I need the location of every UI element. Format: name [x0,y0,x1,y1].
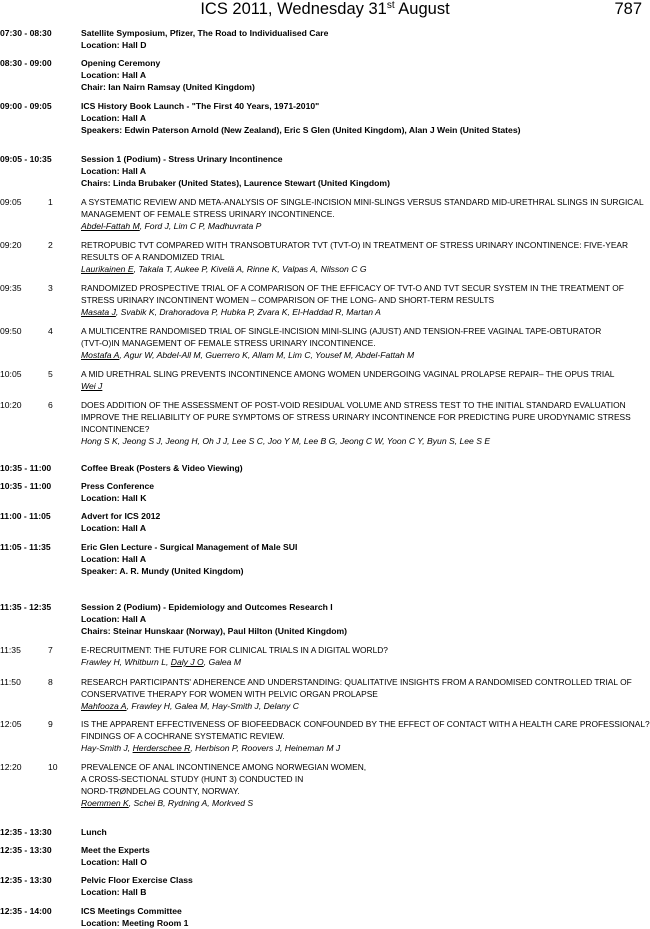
session-info-line: Location: Hall A [81,523,147,533]
abstract-title-line: RESULTS OF A RANDOMIZED TRIAL [81,252,225,262]
abstract-title-line: A SYSTEMATIC REVIEW AND META-ANALYSIS OF SINGLE-INCISION MINI-SLINGS VERSUS STANDARD MID-URETHRAL SLINGS IN SURGICAL [81,197,644,207]
entry-body [81,905,648,929]
author-list [81,742,648,754]
entry-time: 10:20 [0,400,22,410]
abstract-title-line: A MULTICENTRE RANDOMISED TRIAL OF SINGLE-INCISION MINI-SLING (AJUST) AND TENSION-FREE VAGINAL TAPE-OBTURATOR [81,326,602,336]
entry-time: 08:30 - 09:00 [0,58,52,68]
abstract-title-line: PREVALENCE OF ANAL INCONTINENCE AMONG NORWEGIAN WOMEN, [81,762,367,772]
abstract-number: 9 [48,719,53,729]
co-authors: , Svabik K, Drahoradova P, Hubka P, Zvara K, El-Haddad R, Martan A [115,307,381,317]
entry-time: 12:35 - 13:30 [0,875,52,885]
entry-time: 12:35 - 13:30 [0,827,52,837]
presenting-author: Roemmen K [81,798,129,808]
session-info-line: Chairs: Linda Brubaker (United States), Laurence Stewart (United Kingdom) [81,178,390,188]
title-suffix: August [394,0,450,18]
entry-body [81,874,648,898]
abstract-number: 6 [48,400,53,410]
entry-body [81,601,648,637]
entry-body [81,325,648,361]
entry-body [81,462,648,474]
entry-time: 07:30 - 08:30 [0,28,52,38]
entry-time: 10:35 - 11:00 [0,463,52,473]
co-authors: , Schei B, Rydning A, Morkved S [128,798,254,808]
session-info-line: Lunch [81,827,107,837]
abstract-title-line: MANAGEMENT OF FEMALE STRESS URINARY INCONTINENCE. [81,209,335,219]
entry-time: 09:50 [0,326,22,336]
entry-body [81,718,648,754]
session-info-line: Pelvic Floor Exercise Class [81,875,193,885]
abstract-title-line: CONSERVATIVE THERAPY FOR WOMEN WITH PELVIC ORGAN PROLAPSE [81,689,378,699]
author-list [81,349,648,361]
abstract-title-line: STRESS URINARY INCONTINENT WOMEN – COMPARISON OF THE LONG- AND SHORT-TERM RESULTS [81,295,495,305]
session-info-line: Location: Hall O [81,857,147,867]
session-info-line: ICS History Book Launch - "The First 40 Years, 1971-2010" [81,101,320,111]
abstract-number: 8 [48,677,53,687]
co-authors: , Ford J, Lim C P, Madhuvrata P [139,221,262,231]
session-info-line: Location: Hall A [81,614,147,624]
session-info-line: Location: Hall K [81,493,147,503]
entry-time: 11:05 - 11:35 [0,542,51,552]
session-info-line: Eric Glen Lecture - Surgical Management of Male SUI [81,542,298,552]
session-info-line: Location: Meeting Room 1 [81,918,189,928]
abstract-title-line: E-RECRUITMENT: THE FUTURE FOR CLINICAL TRIALS IN A DIGITAL WORLD? [81,645,388,655]
presenting-author: Mostafa A [81,350,120,360]
abstract-title-line: RESEARCH PARTICIPANTS' ADHERENCE AND UNDERSTANDING: QUALITATIVE INSIGHTS FROM A RANDOMISED CONTROLLED TRIAL OF [81,677,632,687]
session-info-line: Location: Hall A [81,113,147,123]
session-info-line: Location: Hall B [81,887,147,897]
entry-body [81,100,648,136]
session-info-line: Session 1 (Podium) - Stress Urinary Incontinence [81,154,283,164]
presenting-author: Daly J O [170,657,204,667]
page-number: 787 [614,0,642,18]
session-info-line: Advert for ICS 2012 [81,511,161,521]
session-info-line: Session 2 (Podium) - Epidemiology and Outcomes Research I [81,602,333,612]
session-info-line: Meet the Experts [81,845,150,855]
author-list [81,700,648,712]
author-list [81,797,648,809]
entry-time: 12:35 - 13:30 [0,845,52,855]
entry-time: 09:05 - 10:35 [0,154,52,164]
session-info-line: Location: Hall A [81,554,147,564]
entry-time: 09:05 [0,197,22,207]
entry-time: 09:35 [0,283,22,293]
session-info-line: Coffee Break (Posters & Video Viewing) [81,463,243,473]
entry-body [81,510,648,534]
entry-body [81,644,648,668]
presenting-author: Mahfooza A [81,701,127,711]
co-authors: , Galea M [203,657,241,667]
co-authors: , Frawley H, Galea M, Hay-Smith J, Delany C [126,701,299,711]
entry-body [81,761,648,809]
entry-time: 12:05 [0,719,22,729]
abstract-number: 10 [48,762,58,772]
author-list [81,220,648,232]
entry-body [81,239,648,275]
entry-time: 11:35 [0,645,21,655]
entry-body [81,153,648,189]
entry-body [81,27,648,51]
entry-time: 09:00 - 09:05 [0,101,52,111]
entry-time: 09:20 [0,240,22,250]
entry-body [81,480,648,504]
abstract-title-line: RETROPUBIC TVT COMPARED WITH TRANSOBTURATOR TVT (TVT-O) IN TREATMENT OF STRESS URINARY INCONTINENCE: FIVE-YEAR [81,240,629,250]
session-info-line: ICS Meetings Committee [81,906,182,916]
entry-body [81,676,648,712]
abstract-title-line: DOES ADDITION OF THE ASSESSMENT OF POST-VOID RESIDUAL VOLUME AND STRESS TEST TO THE INITIAL STANDARD EVALUATION [81,400,626,410]
session-info-line: Opening Ceremony [81,58,161,68]
entry-body [81,57,648,93]
abstract-title-line: FINDINGS OF A COCHRANE SYSTEMATIC REVIEW. [81,731,285,741]
session-info-line: Satellite Symposium, Pfizer, The Road to Individualised Care [81,28,329,38]
co-authors: , Agur W, Abdel-All M, Guerrero K, Allam M, Lim C, Yousef M, Abdel-Fattah M [119,350,415,360]
entry-body [81,541,648,577]
abstract-title-line: IMPROVE THE RELIABILITY OF PURE SYMPTOMS OF STRESS URINARY INCONTINENCE FOR PREDICTING PURE URODYNAMIC STRESS [81,412,631,422]
entry-time: 12:20 [0,762,22,772]
author-list [81,306,648,318]
abstract-title-line: NORD-TRØNDELAG COUNTY, NORWAY. [81,786,240,796]
session-info-line: Speakers: Edwin Paterson Arnold (New Zealand), Eric S Glen (United Kingdom), Alan J Wein (United States) [81,125,521,135]
co-authors: , Takala T, Aukee P, Kivelä A, Rinne K, Valpas A, Nilsson C G [133,264,367,274]
entry-body [81,368,648,392]
session-info-line: Chairs: Steinar Hunskaar (Norway), Paul Hilton (United Kingdom) [81,626,347,636]
abstract-title-line: INCONTINENCE? [81,424,150,434]
abstract-number: 7 [48,645,53,655]
presenting-author: Wei J [81,381,103,391]
abstract-title-line: IS THE APPARENT EFFECTIVENESS OF BIOFEEDBACK CONFOUNDED BY THE EFFECT OF CONTACT WITH A HEALTH CARE PROFESSIONAL? [81,719,650,729]
presenting-author: Herderschee R [132,743,191,753]
entry-body [81,196,648,232]
session-info-line: Chair: Ian Nairn Ramsay (United Kingdom) [81,82,255,92]
title-superscript: st [386,0,395,11]
abstract-title-line: A MID URETHRAL SLING PREVENTS INCONTINENCE AMONG WOMEN UNDERGOING VAGINAL PROLAPSE REPAIR– THE OPUS TRIAL [81,369,615,379]
co-authors: Hong S K, Jeong S J, Jeong H, Oh J J, Lee S C, Joo Y M, Lee B G, Jeong C W, Yoon C Y, Byun S, Lee S E [81,436,491,446]
entry-body [81,844,648,868]
author-list-prefix: Hay-Smith J, [81,743,133,753]
session-info-line: Press Conference [81,481,155,491]
session-info-line: Speaker: A. R. Mundy (United Kingdom) [81,566,244,576]
entry-time: 11:00 - 11:05 [0,511,51,521]
presenting-author: Masata J [81,307,116,317]
session-info-line: Location: Hall A [81,166,147,176]
abstract-title-line: (TVT-O)IN MANAGEMENT OF FEMALE STRESS URINARY INCONTINENCE. [81,338,376,348]
author-list-prefix: Frawley H, Whitburn L, [81,657,171,667]
author-list [81,435,648,447]
entry-body [81,282,648,318]
abstract-title-line: A CROSS-SECTIONAL STUDY (HUNT 3) CONDUCTED IN [81,774,304,784]
entry-time: 10:05 [0,369,22,379]
abstract-number: 2 [48,240,53,250]
author-list [81,656,648,668]
session-info-line: Location: Hall A [81,70,147,80]
author-list [81,263,648,275]
entry-time: 11:35 - 12:35 [0,602,52,612]
author-list [81,380,648,392]
co-authors: , Herbison P, Roovers J, Heineman M J [190,743,341,753]
abstract-number: 1 [48,197,53,207]
entry-body [81,826,648,838]
entry-time: 10:35 - 11:00 [0,481,52,491]
entry-time: 11:50 [0,677,21,687]
session-info-line: Location: Hall D [81,40,147,50]
entry-time: 12:35 - 14:00 [0,906,52,916]
presenting-author: Abdel-Fattah M [81,221,140,231]
title-text: ICS 2011, Wednesday 31 [200,0,387,18]
entry-body [81,399,648,447]
abstract-title-line: RANDOMIZED PROSPECTIVE TRIAL OF A COMPARISON OF THE EFFICACY OF TVT-O AND TVT SECUR SYSTEM IN THE TREATMENT OF [81,283,624,293]
abstract-number: 3 [48,283,53,293]
abstract-number: 4 [48,326,53,336]
abstract-number: 5 [48,369,53,379]
presenting-author: Laurikainen E [81,264,134,274]
